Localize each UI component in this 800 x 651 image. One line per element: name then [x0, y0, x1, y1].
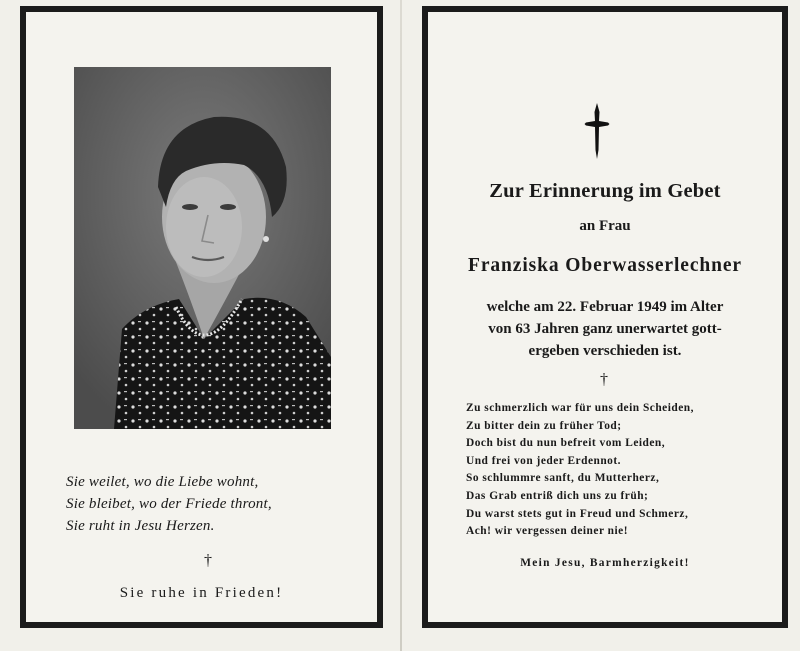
- poem-line: Und frei von jeder Erdennot.: [466, 454, 622, 467]
- portrait-photo: [74, 67, 331, 429]
- poem-line: So schlummre sanft, du Mutterherz,: [466, 472, 660, 485]
- death-notice-line: welche am 22. Februar 1949 im Alter: [486, 299, 724, 315]
- cross-icon: †: [204, 552, 212, 569]
- cross-icon: †: [600, 371, 608, 388]
- left-card: [20, 6, 383, 628]
- memorial-poem: [466, 400, 766, 541]
- death-notice: [428, 296, 782, 362]
- poem-line: Zu schmerzlich war für uns dein Scheiden,: [466, 402, 694, 414]
- right-card: [422, 6, 788, 628]
- rest-in-peace-text: Sie ruhe in Frieden!: [119, 585, 284, 601]
- addressee-label: an Frau: [579, 218, 631, 234]
- death-notice-line: ergeben verschieden ist.: [528, 343, 682, 359]
- deceased-name: Franziska Oberwasserlechner: [468, 255, 742, 276]
- poem-line: Das Grab entriß dich uns zu früh;: [466, 489, 649, 502]
- cross-icon: [584, 102, 610, 160]
- poem-line: Zu bitter dein zu früher Tod;: [466, 419, 622, 432]
- poem-line: Du warst stets gut in Freud und Schmerz,: [466, 507, 689, 520]
- closing-prayer: Mein Jesu, Barmherzigkeit!: [520, 557, 690, 569]
- poem-line: Doch bist du nun befreit vom Leiden,: [466, 437, 666, 450]
- memorial-title: Zur Erinnerung im Gebet: [489, 180, 721, 202]
- verse-line: Sie weilet, wo die Liebe wohnt,: [66, 474, 259, 490]
- card-fold: [400, 0, 402, 651]
- poem-line: Ach! wir vergessen deiner nie!: [466, 525, 628, 538]
- memorial-verse: [66, 471, 366, 537]
- verse-line: Sie ruht in Jesu Herzen.: [66, 518, 215, 534]
- verse-line: Sie bleibet, wo der Friede thront,: [66, 496, 272, 512]
- death-notice-line: von 63 Jahren ganz unerwartet gott-: [488, 321, 722, 337]
